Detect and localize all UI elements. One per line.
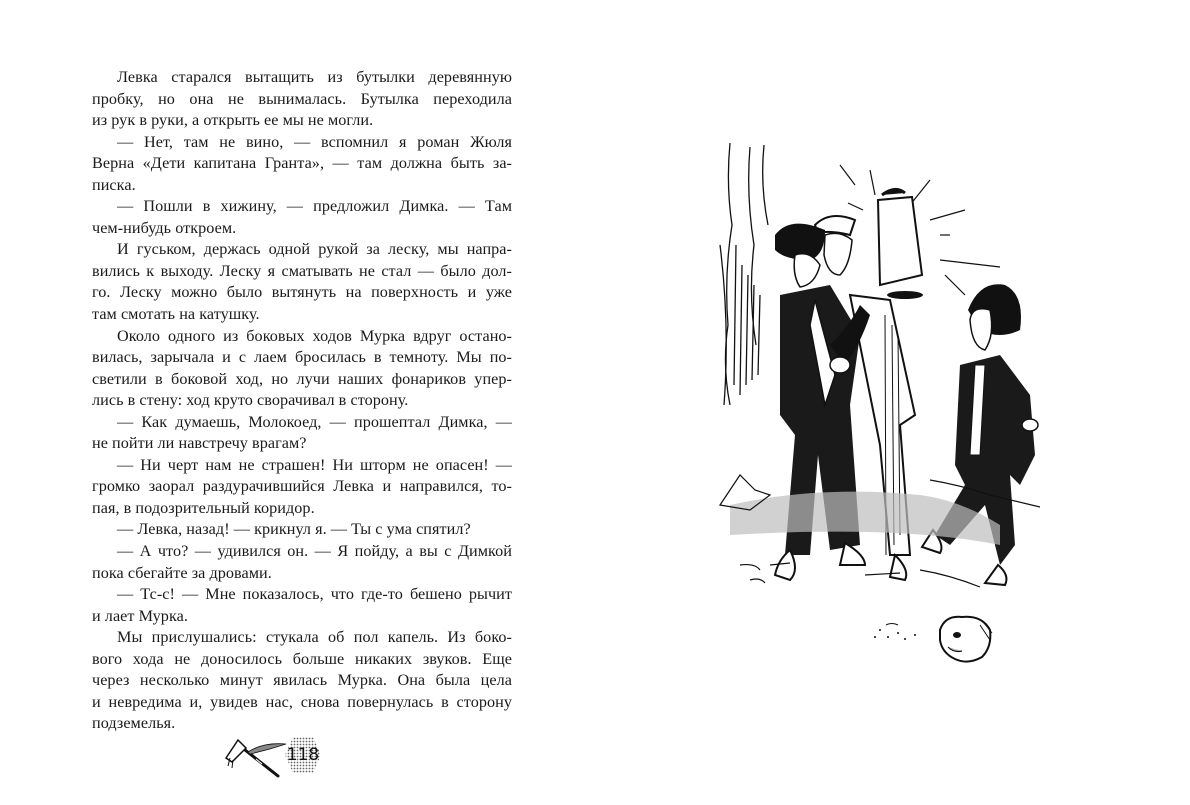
text-line: не пойти ли навстречу врагам? <box>92 434 307 453</box>
text-line: пая, в подозрительный коридор. <box>92 498 315 517</box>
page-number: 118 <box>286 745 320 765</box>
text-line: пробку, но она не вынималась. Бутылка переходила <box>92 89 512 108</box>
body-text <box>92 67 512 735</box>
right-page <box>595 0 1190 805</box>
text-line: вилась, зарычала и с лаем бросилась в темноту. Мы по- <box>92 348 512 367</box>
skull-icon <box>874 617 992 662</box>
text-line: там смотать на катушку. <box>92 305 260 324</box>
text-line: пока сбегайте за дровами. <box>92 563 272 582</box>
text-line: — Пошли в хижину, — предложил Димка. — Там <box>117 197 512 216</box>
text-line: вились к выходу. Леску я сматывать не стал — было дол- <box>92 261 512 280</box>
text-line: светили в боковой ход, но лучи наших фонариков упер- <box>92 369 512 388</box>
text-line: через несколько минут явилась Мурка. Она была цела <box>92 671 512 690</box>
text-line: И гуськом, держась одной рукой за леску, мы напра- <box>117 240 512 259</box>
text-line: — Как думаешь, Молокоед, — прошептал Димка, — <box>117 412 512 431</box>
text-line: лись в стену: ход круто сворачивал в сторону. <box>92 391 409 410</box>
text-line: — Ни черт нам не страшен! Ни шторм не опасен! — <box>117 455 512 474</box>
text-line: подземелья. <box>92 714 176 733</box>
text-line: — Левка, назад! — крикнул я. — Ты с ума спятил? <box>117 520 471 539</box>
text-line: и лает Мурка. <box>92 606 188 625</box>
text-line: — А что? — удивился он. — Я пойду, а вы с Димкой <box>117 542 512 561</box>
text-line: — Тс-с! — Мне показалось, что где-то бешено рычит <box>117 585 512 604</box>
text-line: громко заорал раздурачившийся Левка и направился, то- <box>92 477 512 496</box>
text-line: Мы прислушались: стукала об пол капель. Из боко- <box>117 628 512 647</box>
text-line: из рук в руки, а открыть ее мы не могли. <box>92 111 374 130</box>
page-folio <box>218 728 328 788</box>
text-line: Левка старался вытащить из бутылки деревянную <box>117 68 512 86</box>
three-boys-illustration <box>700 125 1090 685</box>
text-line: Около одного из боковых ходов Мурка вдруг остано- <box>117 326 512 345</box>
text-line: и невредима и, увидев нас, снова повернулась в сторону <box>92 692 512 711</box>
text-line: писка. <box>92 175 136 194</box>
text-line: — Нет, там не вино, — вспомнил я роман Жюля <box>117 132 512 151</box>
text-line: чем-нибудь откроем. <box>92 218 237 237</box>
text-line: вого хода не доносилось больше никаких звуков. Еще <box>92 649 512 668</box>
text-line: Верна «Дети капитана Гранта», — там должна быть за- <box>92 154 512 173</box>
text-line: го. Леску можно было вытянуть на поверхность и уже <box>92 283 512 302</box>
